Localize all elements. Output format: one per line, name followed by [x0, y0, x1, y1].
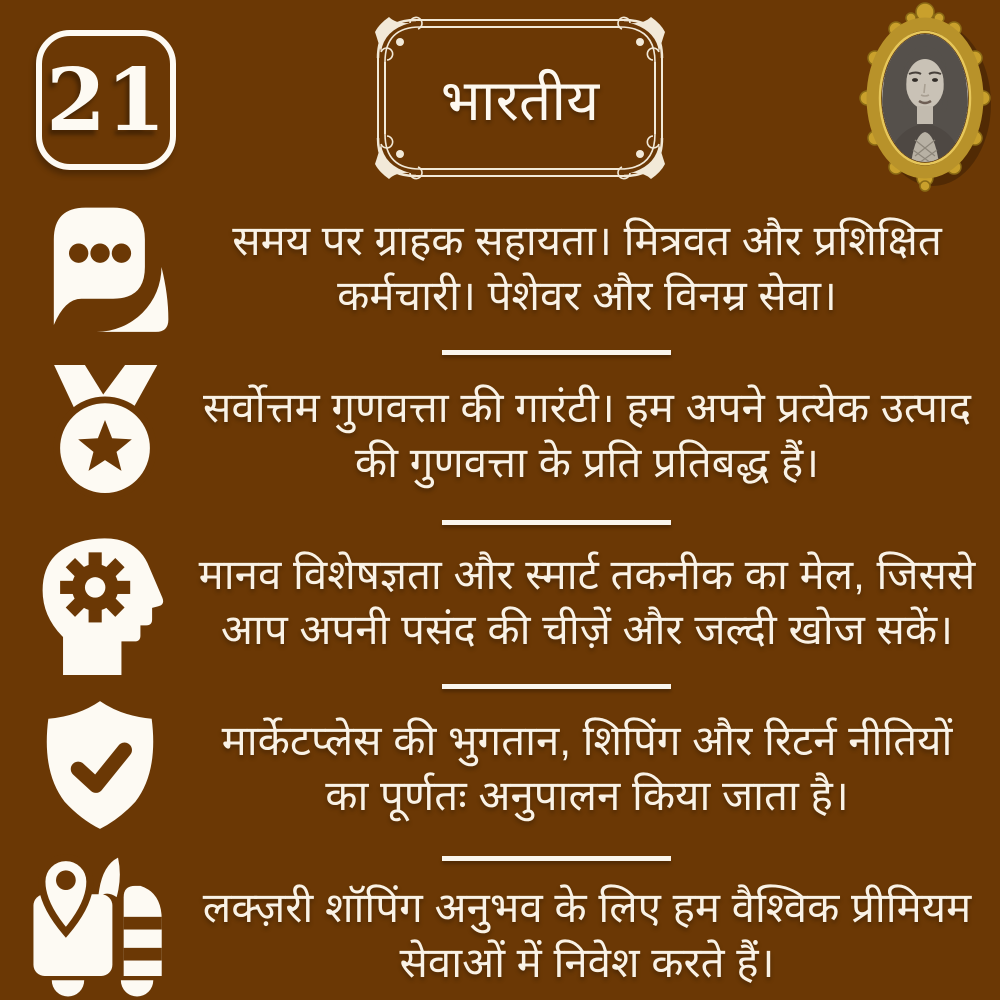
delivery-truck-pin-icon [20, 852, 178, 1000]
section-divider [442, 856, 671, 861]
feature-line: मानव विशेषज्ञता और स्मार्ट तकनीक का मेल, जिससे [198, 551, 976, 598]
feature-text-quality [180, 380, 994, 490]
framed-portrait [853, 0, 1000, 200]
feature-line: की गुणवत्ता के प्रति प्रतिबद्ध हैं। [354, 439, 820, 486]
feature-line: सेवाओं में निवेश करते हैं। [399, 939, 775, 986]
feature-line: कर्मचारी। पेशेवर और विनम्र सेवा। [337, 272, 837, 319]
feature-text-premium [180, 880, 994, 990]
feature-line: का पूर्णतः अनुपालन किया जाता है। [325, 772, 849, 819]
feature-text-policies [180, 713, 994, 823]
section-divider [442, 350, 671, 355]
medal-star-icon [38, 362, 172, 502]
feature-text-technology [180, 547, 994, 657]
page-title: भारतीय [440, 69, 600, 133]
feature-line: आप अपनी पसंद की चीज़ें और जल्दी खोज सकें। [220, 606, 954, 653]
feature-text-support [180, 213, 994, 323]
badge-number: 21 [46, 49, 166, 151]
feature-line: मार्केटप्लेस की भुगतान, शिपिंग और रिटर्न नीतियों [221, 717, 953, 764]
shield-check-icon [32, 696, 168, 834]
section-divider [442, 684, 671, 689]
chat-bubbles-icon [32, 198, 175, 336]
portrait-oval-frame-icon [853, 0, 1000, 200]
head-gear-icon [28, 528, 174, 676]
feature-line: लक्ज़री शॉपिंग अनुभव के लिए हम वैश्विक प्रीमियम [202, 884, 972, 931]
feature-line: सर्वोत्तम गुणवत्ता की गारंटी। हम अपने प्रत्येक उत्पाद [202, 384, 971, 431]
section-divider [442, 520, 671, 525]
number-badge [36, 30, 176, 170]
feature-line: समय पर ग्राहक सहायता। मित्रवत और प्रशिक्षित [232, 217, 942, 264]
title-frame [374, 16, 666, 180]
